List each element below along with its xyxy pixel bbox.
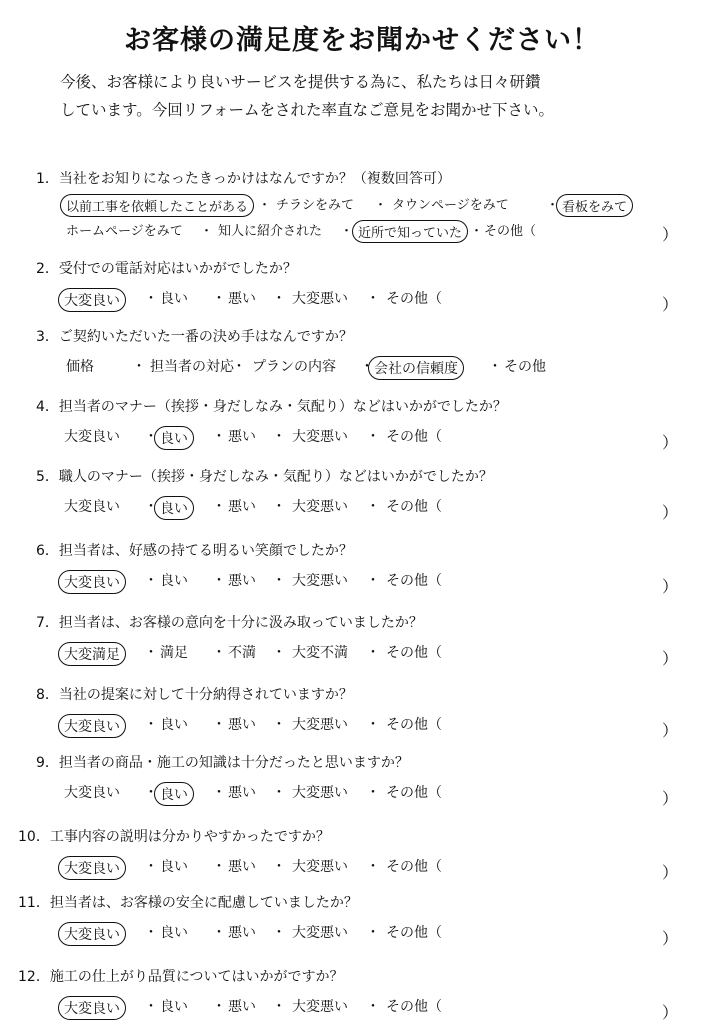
answer-option[interactable]: 大変満足: [58, 642, 126, 666]
question-number: 1．: [36, 171, 59, 187]
answer-option[interactable]: 悪い: [228, 999, 256, 1015]
answer-option[interactable]: 大変悪い: [292, 717, 348, 733]
close-paren: ）: [662, 503, 679, 522]
question-label: [36, 540, 353, 560]
separator-dot: ・: [272, 999, 286, 1015]
separator-dot: ・: [200, 224, 214, 239]
separator-dot: ・: [144, 499, 158, 515]
separator-dot: ・: [212, 573, 226, 589]
separator-dot: ・: [366, 859, 380, 875]
question-label: [36, 168, 451, 188]
question-label: [36, 684, 353, 704]
answer-option[interactable]: ホームページをみて: [66, 224, 183, 239]
separator-dot: ・: [212, 499, 226, 515]
question-label: [36, 752, 409, 772]
separator-dot: ・: [340, 224, 354, 239]
separator-dot: ・: [366, 925, 380, 941]
separator-dot: ・: [272, 573, 286, 589]
question-text: 施工の仕上がり品質についてはいかがですか？: [49, 969, 344, 985]
answer-option[interactable]: 大変良い: [64, 499, 120, 515]
question-text: 担当者のマナー（挨拶・身だしなみ・気配り）などはいかがでしたか？: [58, 399, 507, 415]
separator-dot: ・: [272, 925, 286, 941]
separator-dot: ・: [272, 717, 286, 733]
answer-option[interactable]: 満足: [160, 645, 188, 661]
answer-option[interactable]: 大変良い: [64, 785, 120, 801]
separator-dot: ・: [366, 785, 380, 801]
question-number: 5．: [36, 469, 59, 485]
answer-option[interactable]: 近所で知っていた: [352, 220, 468, 243]
intro-line: しています。今回リフォームをされた率直なご意見をお聞かせ下さい。: [60, 101, 554, 119]
answer-option[interactable]: 以前工事を依頼したことがある: [60, 194, 254, 217]
question-text: 担当者は、お客様の意向を十分に汲み取っていましたか？: [58, 615, 423, 631]
separator-dot: ・: [212, 925, 226, 941]
separator-dot: ・: [144, 291, 158, 307]
separator-dot: ・: [366, 717, 380, 733]
question-label: [36, 612, 423, 632]
answer-option[interactable]: 良い: [160, 925, 188, 941]
separator-dot: ・: [272, 785, 286, 801]
answer-option[interactable]: 大変良い: [58, 288, 126, 312]
answer-option[interactable]: その他（: [386, 717, 442, 733]
question-text: 担当者は、お客様の安全に配慮していましたか？: [49, 895, 358, 911]
separator-dot: ・: [272, 859, 286, 875]
separator-dot: ・: [272, 645, 286, 661]
question-label: [36, 258, 297, 278]
answer-option[interactable]: 大変良い: [58, 714, 126, 738]
close-paren: ）: [662, 863, 679, 882]
separator-dot: ・: [366, 429, 380, 445]
separator-dot: ・: [360, 359, 374, 375]
answer-option[interactable]: 大変不満: [292, 645, 348, 661]
answer-option[interactable]: 良い: [154, 426, 194, 450]
separator-dot: ・: [212, 291, 226, 307]
question-number: 9．: [36, 755, 59, 771]
separator-dot: ・: [144, 999, 158, 1015]
question-number: 8．: [36, 687, 59, 703]
question-number: 4．: [36, 399, 59, 415]
question-text: 受付での電話対応はいかがでしたか？: [58, 261, 297, 277]
answer-option[interactable]: その他（: [386, 429, 442, 445]
question-number: 11．: [18, 895, 50, 911]
question-text: ご契約いただいた一番の決め手はなんですか？: [58, 329, 353, 345]
close-paren: ）: [662, 295, 679, 314]
answer-option[interactable]: 大変良い: [64, 429, 120, 445]
answer-option[interactable]: 悪い: [228, 925, 256, 941]
intro-line: 今後、お客様により良いサービスを提供する為に、私たちは日々研鑽: [60, 73, 541, 91]
answer-option[interactable]: 大変悪い: [292, 499, 348, 515]
answer-option[interactable]: 会社の信頼度: [368, 356, 464, 380]
answer-option[interactable]: 大変良い: [58, 570, 126, 594]
answer-option[interactable]: その他（: [386, 573, 442, 589]
close-paren: ）: [662, 225, 679, 244]
separator-dot: ・: [374, 198, 388, 213]
separator-dot: ・: [272, 499, 286, 515]
separator-dot: ・: [144, 785, 158, 801]
separator-dot: ・: [212, 645, 226, 661]
separator-dot: ・: [546, 198, 560, 213]
answer-option[interactable]: 大変悪い: [292, 999, 348, 1015]
answer-option[interactable]: 悪い: [228, 859, 256, 875]
answer-option[interactable]: プランの内容: [252, 359, 336, 375]
separator-dot: ・: [232, 359, 246, 375]
question-label: [18, 826, 330, 846]
question-text: 担当者は、好感の持てる明るい笑顔でしたか？: [58, 543, 353, 559]
separator-dot: ・: [144, 573, 158, 589]
separator-dot: ・: [272, 291, 286, 307]
answer-option[interactable]: 大変悪い: [292, 429, 348, 445]
separator-dot: ・: [258, 198, 272, 213]
answer-option[interactable]: 悪い: [228, 291, 256, 307]
answer-option[interactable]: 良い: [160, 717, 188, 733]
separator-dot: ・: [366, 645, 380, 661]
answer-option[interactable]: 看板をみて: [556, 194, 633, 217]
separator-dot: ・: [212, 785, 226, 801]
answer-option[interactable]: タウンページをみて: [392, 198, 509, 213]
separator-dot: ・: [488, 359, 502, 375]
question-number: 7．: [36, 615, 59, 631]
answer-option[interactable]: 良い: [160, 859, 188, 875]
separator-dot: ・: [212, 429, 226, 445]
answer-option[interactable]: その他（: [386, 645, 442, 661]
question-text: 当社をお知りになったきっかけはなんですか？（複数回答可）: [58, 171, 451, 187]
separator-dot: ・: [366, 499, 380, 515]
close-paren: ）: [662, 1003, 679, 1022]
page-title: お客様の満足度をお聞かせください！: [124, 25, 600, 56]
question-number: 12．: [18, 969, 50, 985]
question-label: [18, 966, 344, 986]
question-text: 担当者の商品・施工の知識は十分だったと思いますか？: [58, 755, 409, 771]
question-text: 工事内容の説明は分かりやすかったですか？: [49, 829, 330, 845]
separator-dot: ・: [366, 291, 380, 307]
separator-dot: ・: [366, 573, 380, 589]
separator-dot: ・: [144, 859, 158, 875]
answer-option[interactable]: その他（: [386, 499, 442, 515]
answer-option[interactable]: 悪い: [228, 499, 256, 515]
answer-option[interactable]: その他（: [386, 925, 442, 941]
question-text: 職人のマナー（挨拶・身だしなみ・気配り）などはいかがでしたか？: [58, 469, 493, 485]
intro-text: [60, 68, 554, 124]
question-number: 3．: [36, 329, 59, 345]
answer-option[interactable]: 大変良い: [58, 856, 126, 880]
answer-option[interactable]: 良い: [154, 496, 194, 520]
separator-dot: ・: [366, 999, 380, 1015]
question-label: [18, 892, 358, 912]
separator-dot: ・: [272, 429, 286, 445]
separator-dot: ・: [144, 925, 158, 941]
question-label: [36, 326, 353, 346]
answer-option[interactable]: 良い: [154, 782, 194, 806]
separator-dot: ・: [470, 224, 484, 239]
answer-option[interactable]: その他（: [386, 291, 442, 307]
answer-option[interactable]: その他（: [386, 859, 442, 875]
separator-dot: ・: [212, 999, 226, 1015]
question-number: 2．: [36, 261, 59, 277]
close-paren: ）: [662, 649, 679, 668]
answer-option[interactable]: チラシをみて: [276, 198, 355, 213]
answer-option[interactable]: 知人に紹介された: [218, 224, 323, 239]
answer-option[interactable]: 大変悪い: [292, 859, 348, 875]
separator-dot: ・: [144, 645, 158, 661]
separator-dot: ・: [212, 859, 226, 875]
answer-option[interactable]: その他: [504, 359, 546, 375]
answer-option[interactable]: 良い: [160, 573, 188, 589]
separator-dot: ・: [132, 359, 146, 375]
answer-option[interactable]: 大変悪い: [292, 925, 348, 941]
answer-option[interactable]: 大変良い: [58, 996, 126, 1020]
answer-option[interactable]: 良い: [160, 291, 188, 307]
answer-option[interactable]: 大変悪い: [292, 291, 348, 307]
answer-option[interactable]: 大変悪い: [292, 785, 348, 801]
answer-option[interactable]: その他（: [386, 999, 442, 1015]
answer-option[interactable]: 不満: [228, 645, 256, 661]
close-paren: ）: [662, 789, 679, 808]
answer-option[interactable]: 大変悪い: [292, 573, 348, 589]
answer-option[interactable]: 価格: [66, 359, 94, 375]
question-text: 当社の提案に対して十分納得されていますか？: [58, 687, 353, 703]
separator-dot: ・: [144, 429, 158, 445]
close-paren: ）: [662, 433, 679, 452]
separator-dot: ・: [144, 717, 158, 733]
answer-option[interactable]: 悪い: [228, 717, 256, 733]
question-label: [36, 396, 507, 416]
answer-option[interactable]: 悪い: [228, 573, 256, 589]
question-label: [36, 466, 493, 486]
question-number: 10．: [18, 829, 50, 845]
separator-dot: ・: [212, 717, 226, 733]
question-number: 6．: [36, 543, 59, 559]
answer-option[interactable]: 大変良い: [58, 922, 126, 946]
close-paren: ）: [662, 721, 679, 740]
close-paren: ）: [662, 577, 679, 596]
answer-option[interactable]: 良い: [160, 999, 188, 1015]
answer-option[interactable]: 悪い: [228, 785, 256, 801]
close-paren: ）: [662, 929, 679, 948]
answer-option[interactable]: その他（: [386, 785, 442, 801]
answer-option[interactable]: その他（: [484, 224, 537, 239]
answer-option[interactable]: 担当者の対応: [150, 359, 234, 375]
answer-option[interactable]: 悪い: [228, 429, 256, 445]
